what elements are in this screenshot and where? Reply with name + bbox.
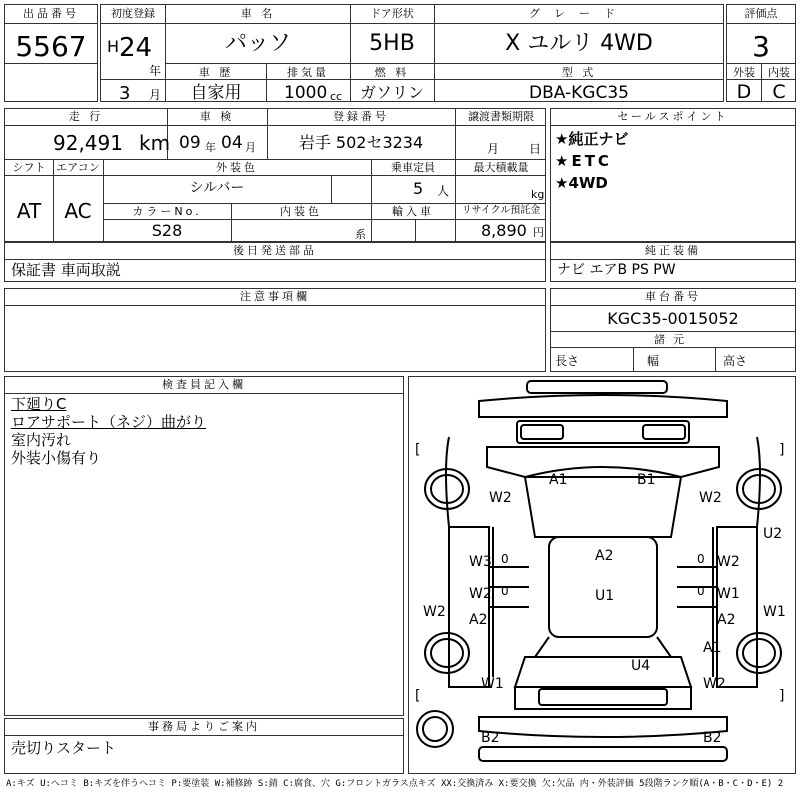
km-unit: km: [139, 131, 171, 155]
era-label: H: [107, 37, 120, 56]
mark-w1-right-door: W1: [717, 586, 740, 602]
mark-w2-left-door: W2: [469, 586, 492, 602]
inspector-notes-box: [4, 376, 404, 716]
inspector-note-2: ロアサポート（ネジ）曲がり: [11, 413, 207, 431]
transfer-month-unit: 月: [487, 142, 500, 156]
grade-header: グレード: [529, 7, 629, 20]
mileage: 92,491: [53, 131, 123, 155]
inspector-notes-header: 検査員記入欄: [162, 378, 246, 391]
sales-points-box: [550, 108, 796, 242]
inspector-note-4: 外装小傷有り: [11, 449, 102, 467]
model: DBA-KGC35: [529, 83, 629, 102]
mark-bracket-left-2: [: [415, 688, 421, 704]
sales-point-3: ★4WD: [555, 174, 608, 192]
mark-w2-left-side: W2: [423, 604, 446, 620]
mark-b1: B1: [637, 472, 656, 488]
exterior-header: 外装: [733, 66, 755, 79]
length-label: 長さ: [555, 354, 580, 368]
score-box: [726, 4, 796, 102]
registration-month: 3: [119, 83, 131, 102]
mark-b2-right: B2: [703, 730, 722, 746]
car-name-header: 車 名: [240, 7, 276, 20]
exterior-color-header: 外装色: [216, 161, 258, 174]
equipment-box: [550, 242, 796, 282]
mark-bracket-right-2: ]: [779, 688, 785, 704]
mark-fr-w2: W2: [699, 490, 722, 506]
score-header: 評価点: [744, 7, 778, 20]
width-label: 幅: [647, 354, 660, 368]
chassis-box: [550, 288, 796, 372]
inspection-month-unit: 月: [245, 141, 256, 154]
shift-header: シフト: [12, 161, 46, 174]
door-type-header: ドア形状: [370, 7, 414, 20]
mark-a1: A1: [549, 472, 568, 488]
registration-number-header: 登録番号: [333, 110, 389, 123]
mark-a2-right: A2: [717, 612, 736, 628]
inspector-note-3: 室内汚れ: [11, 431, 72, 449]
equipment-header: 純正装備: [645, 244, 701, 257]
inspection-month: 04: [221, 133, 243, 153]
notes-box: [4, 288, 546, 372]
cc-unit: cc: [330, 90, 343, 102]
recycle-header: リサイクル預託金: [461, 205, 541, 216]
damage-legend: A:キズ U:ヘコミ B:キズを伴うヘコミ P:要塗装 W:補修跡 S:錆 C:腐食、穴 G:フロントガラス点キズ XX:交換済み X:要交換 欠:欠品 内・外装評価 5段階ランク順(A・B・C・D・E) 2: [6, 779, 784, 789]
office-note-box: [4, 718, 404, 774]
mark-u1: U1: [595, 588, 615, 604]
lot-number-box: [4, 4, 98, 102]
shift: AT: [16, 199, 42, 223]
displacement: 1000: [284, 83, 328, 102]
mark-a1-rear: A1: [703, 640, 722, 656]
car-diagram-svg: [409, 377, 796, 774]
registration-year: 24: [119, 33, 153, 63]
mark-w2-right: W2: [717, 554, 740, 570]
office-note: 売切りスタート: [11, 739, 117, 757]
mark-bracket-right: ]: [779, 442, 785, 458]
interior-header: 内装: [768, 66, 790, 79]
lot-number: 5567: [15, 30, 87, 63]
equipment: ナビ エアB PS PW: [557, 262, 676, 278]
chassis-header: 車台番号: [645, 290, 701, 303]
mileage-header: 走 行: [68, 110, 104, 123]
color-number: S28: [151, 221, 183, 240]
load-unit: kg: [531, 188, 545, 201]
mark-zero-3: 0: [501, 584, 509, 598]
fuel: ガソリン: [359, 83, 424, 102]
color-number-header: カラーNo.: [132, 205, 202, 218]
score: 3: [752, 30, 770, 63]
mark-fl-w2: W2: [489, 490, 512, 506]
inspector-note-1: 下廻りC: [11, 395, 67, 413]
car-info-box: [166, 4, 724, 102]
inspection-year: 09: [179, 133, 201, 153]
height-label: 高さ: [723, 354, 748, 368]
inspection-year-unit: 年: [205, 141, 216, 154]
sales-point-1: ★純正ナビ: [555, 130, 629, 148]
car-name: パッソ: [224, 31, 291, 56]
fuel-header: 燃 料: [374, 66, 410, 79]
month-unit: 月: [149, 88, 162, 102]
exterior-color: シルバー: [189, 180, 245, 196]
aircon: AC: [64, 199, 92, 223]
transfer-day-label: 日: [529, 142, 542, 156]
capacity-unit: 人: [437, 184, 450, 198]
import-header: 輸入車: [392, 205, 434, 218]
aircon-header: エアコン: [56, 161, 100, 174]
vehicle-detail-box: [4, 108, 546, 242]
exterior-grade: D: [736, 81, 752, 102]
mark-a2-roof: A2: [595, 548, 614, 564]
office-note-header: 事務局よりご案内: [148, 720, 260, 733]
first-registration-header: 初度登録: [111, 7, 155, 20]
door-type: 5HB: [369, 31, 415, 56]
mark-u4: U4: [631, 658, 651, 674]
model-header: 型 式: [561, 66, 597, 79]
chassis-number: KGC35-0015052: [607, 309, 739, 328]
mark-u2: U2: [763, 526, 783, 542]
mark-zero-2: 0: [697, 552, 705, 566]
accessories: 保証書 車両取説: [11, 261, 121, 279]
mark-w1-rear-left: W1: [481, 676, 504, 692]
lot-number-header: 出品番号: [23, 7, 79, 20]
mark-zero-1: 0: [501, 552, 509, 566]
capacity-header: 乗車定員: [391, 161, 435, 174]
mark-b2-left: B2: [481, 730, 500, 746]
transfer-deadline-header: 譲渡書類期限: [468, 110, 534, 123]
displacement-header: 排気量: [287, 66, 329, 79]
damage-diagram: [408, 376, 796, 774]
registration-number: 岩手 502セ3234: [298, 133, 424, 152]
max-load-header: 最大積載量: [473, 161, 529, 174]
mark-w2-rear-right: W2: [703, 676, 726, 692]
capacity: 5: [413, 179, 424, 198]
recycle-unit: 円: [533, 226, 544, 239]
interior-grade: C: [772, 81, 786, 102]
mark-a2-left: A2: [469, 612, 488, 628]
mark-bracket-left: [: [415, 442, 421, 458]
mark-w3: W3: [469, 554, 492, 570]
mark-w1-right-side: W1: [763, 604, 786, 620]
sales-point-2: ★ETC: [555, 152, 612, 170]
history-header: 車 歴: [198, 66, 234, 79]
sales-points-header: セールスポイント: [617, 110, 729, 123]
inspection-header: 車 検: [199, 110, 235, 123]
history: 自家用: [190, 83, 242, 102]
first-registration-box: [100, 4, 166, 102]
mark-zero-4: 0: [697, 584, 705, 598]
year-unit: 年: [149, 64, 162, 78]
notes-header: 注意事項欄: [240, 290, 310, 303]
recycle-fee: 8,890: [481, 221, 527, 240]
accessories-box: [4, 242, 546, 282]
accessories-header: 後日発送部品: [233, 244, 317, 257]
grade: X ユルリ 4WD: [505, 31, 653, 56]
interior-color-header: 内装色: [280, 205, 322, 218]
interior-color-unit: 系: [355, 228, 366, 241]
specs-header: 諸元: [654, 333, 692, 346]
